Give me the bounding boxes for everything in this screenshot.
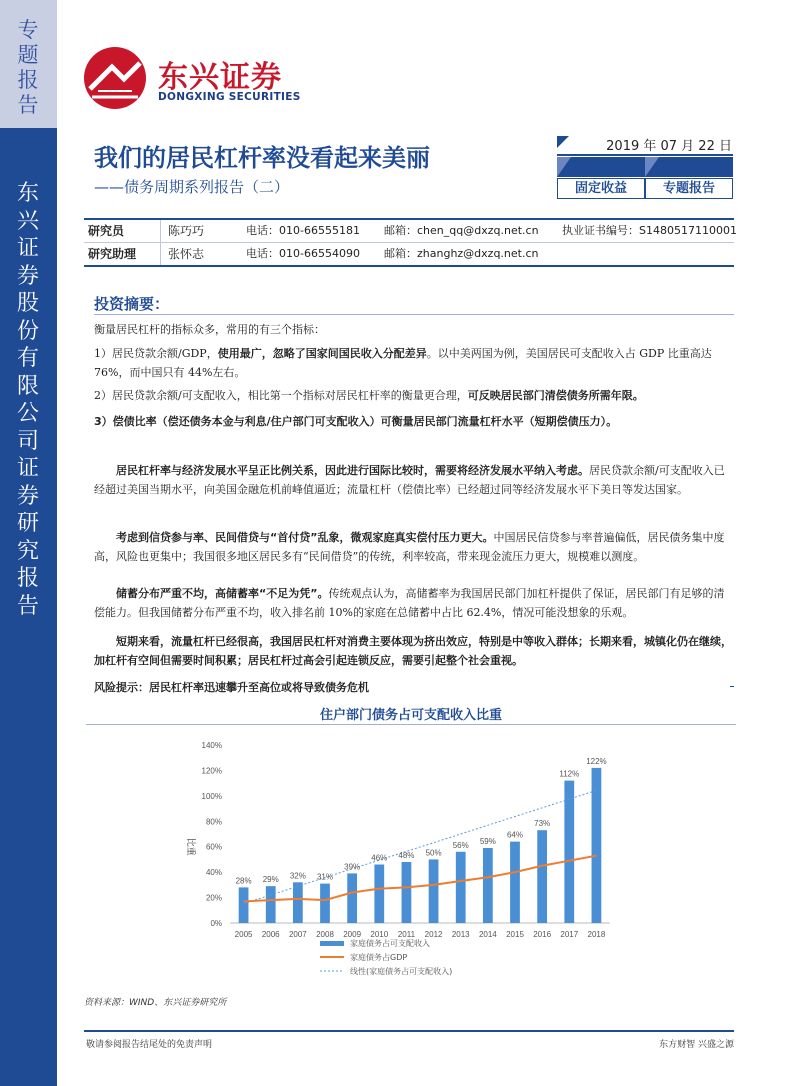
researcher-role: 研究助理	[88, 247, 137, 261]
x-tick-label: 2008	[316, 930, 334, 939]
bar-data-label: 32%	[289, 871, 306, 881]
researcher-email: 邮箱：zhanghz@dxzq.net.cn	[384, 247, 539, 260]
bar	[320, 884, 330, 923]
y-tick-label: 140%	[201, 741, 222, 750]
item-2-bold: 可反映居民部门清偿债务所需年限。	[467, 389, 644, 402]
researcher-row	[84, 242, 734, 265]
para-2-rest: 中国居民信贷参与率普遍偏低，居民债务集中度高，风险也更集中；我国很多地区居民多有“民间借贷”的传统，利率较高，带来现金流压力更大，规模难以测度。	[94, 531, 725, 563]
summary-para-1	[94, 461, 734, 499]
para-3-bold: 储蓄分布严重不均，高储蓄率“不足为凭”。	[116, 587, 329, 600]
sidebar-company-text: 东兴证券股份有限公司证券研究报告	[16, 181, 39, 619]
para-4-bold: 短期来看，流量杠杆已经很高，我国居民杠杆对消费主要体现为挤出效应，特别是中等收入群体；长期来看，城镇化仍在继续，加杠杆有空间但需要时间积累；居民杠杆过高会引起连锁反应，需要引起整个社会重视。	[94, 635, 732, 667]
x-tick-label: 2017	[560, 930, 579, 939]
x-tick-label: 2015	[506, 930, 524, 939]
para-1-rest: 居民贷款余额/可支配收入已经超过美国当期水平，向美国金融危机前峰值逼近；流量杠杆（偿债比率）已经超过同等经济发展水平下美日等发达国家。	[94, 464, 725, 496]
x-tick-label: 2016	[533, 930, 552, 939]
legend-swatch-bar	[320, 941, 344, 946]
bar-data-label: 59%	[479, 836, 496, 846]
bar-data-label: 28%	[235, 876, 252, 886]
bar	[429, 859, 439, 923]
sidebar-tag-text: 专题报告	[17, 18, 39, 117]
summary-para-3	[94, 584, 734, 622]
bar	[510, 842, 520, 923]
y-tick-label: 40%	[205, 868, 222, 878]
summary-item-2	[94, 386, 734, 405]
bar	[537, 830, 547, 923]
legend-label: 家庭债务占GDP	[350, 953, 408, 962]
debt-income-chart	[160, 725, 640, 987]
summary-title: 投资摘要：	[94, 295, 170, 313]
item-3-bold: 3）偿债比率（偿还债务本金与利息/住户部门可支配收入）可衡量居民部门流量杠杆水平（短期偿债压力）。	[94, 415, 618, 428]
legend-label: 线性(家庭债务占可支配收入)	[350, 967, 453, 976]
tag-special-report: 专题报告	[645, 178, 733, 199]
bar-data-label: 64%	[506, 830, 524, 840]
x-tick-label: 2005	[234, 930, 253, 939]
bar-data-label: 46%	[371, 853, 388, 863]
researcher-role: 研究员	[88, 224, 125, 238]
bar	[239, 887, 249, 923]
bar-data-label: 73%	[534, 819, 551, 829]
bar	[293, 882, 303, 923]
legend-label: 家庭债务占可支配收入	[350, 939, 430, 948]
bar-data-label: 112%	[559, 769, 580, 779]
bar-data-label: 29%	[262, 875, 279, 885]
y-axis-label: 比重	[185, 837, 195, 856]
x-tick-label: 2009	[343, 930, 362, 939]
summary-divider	[94, 314, 734, 315]
item-2-lead: 2）居民贷款余额/可支配收入，相比第一个指标对居民杠杆率的衡量更合理，	[94, 389, 468, 402]
x-tick-label: 2014	[478, 930, 497, 939]
chart-legend	[320, 938, 452, 976]
researcher-cert: 执业证书编号：S1480517110001	[562, 224, 737, 237]
tag-corner-icon	[557, 157, 571, 177]
item-1-lead: 1）居民贷款余额/GDP，	[94, 347, 218, 360]
researcher-row	[84, 220, 737, 242]
table-divider	[160, 243, 161, 265]
summary-para-2	[94, 528, 734, 566]
summary-item-3	[94, 412, 734, 431]
table-divider	[160, 220, 161, 242]
x-tick-label: 2013	[451, 930, 470, 939]
summary-para-4	[94, 632, 734, 670]
bar	[347, 873, 357, 923]
item-1-rest: 。以中美两国为例，美国居民可支配收入占 GDP 比重高达 76%，而中国只有 44%左右。	[94, 347, 712, 379]
logo-cn-text: 东兴证券	[158, 60, 282, 95]
dongxing-logo-icon	[82, 45, 148, 111]
tag-fixed-income: 固定收益	[557, 178, 645, 199]
bar	[374, 865, 384, 923]
bar-data-label: 50%	[425, 848, 442, 858]
report-title: 我们的居民杠杆率没看起来美丽	[94, 144, 430, 172]
researcher-name: 张怀志	[168, 247, 205, 261]
bar-data-label: 31%	[316, 872, 334, 882]
bar-data-label: 48%	[398, 850, 415, 860]
x-tick-label: 2011	[397, 930, 416, 939]
y-tick-label: 100%	[201, 791, 222, 801]
tag-corner-icon	[645, 157, 659, 177]
x-tick-label: 2007	[288, 930, 307, 939]
x-tick-label: 2018	[587, 930, 606, 939]
y-tick-label: 20%	[205, 893, 222, 903]
researcher-email: 邮箱：chen_qq@dxzq.net.cn	[384, 224, 539, 237]
bar	[456, 852, 466, 923]
para-3-rest: 传统观点认为，高储蓄率为我国居民部门加杠杆提供了保证，居民部门有足够的清偿能力。但我国储蓄分布严重不均，收入排名前 10%的家庭在总储蓄中占比 62.4%，情况可能没想象的乐观。	[94, 587, 725, 619]
y-tick-label: 120%	[201, 766, 222, 776]
report-subtitle: ——债务周期系列报告（二）	[94, 178, 290, 196]
logo-en-text: DONGXING SECURITIES	[158, 91, 301, 103]
risk-warning: 风险提示：居民杠杆率迅速攀升至高位或将导致债务危机	[94, 681, 369, 694]
researcher-phone: 电话：010-66554090	[246, 247, 360, 260]
x-tick-label: 2012	[424, 930, 443, 939]
chart-labels	[236, 757, 607, 886]
y-tick-label: 0%	[210, 919, 222, 928]
chart-title: 住户部门债务占可支配收入比重	[319, 708, 502, 723]
bar	[592, 768, 602, 923]
footer-divider	[84, 1030, 734, 1032]
para-2-bold: 考虑到信贷参与率、民间借贷与“首付贷”乱象，微观家庭真实偿付压力更大。	[116, 531, 494, 544]
x-tick-label: 2010	[370, 930, 389, 939]
x-tick-label: 2006	[261, 930, 280, 939]
footer-disclaimer: 敬请参阅报告结尾处的免责声明	[86, 1040, 213, 1050]
report-date: 2019 年 07 月 22 日	[606, 139, 732, 154]
bar-data-label: 39%	[344, 862, 361, 872]
para-1-bold: 居民杠杆率与经济发展水平呈正比例关系，因此进行国际比较时，需要将经济发展水平纳入考虑。	[116, 464, 589, 477]
bar	[564, 781, 574, 923]
risk-end-mark	[730, 686, 734, 687]
researcher-phone: 电话：010-66555181	[246, 224, 360, 237]
researcher-name: 陈巧巧	[168, 224, 205, 238]
bar	[402, 862, 412, 923]
summary-intro: 衡量居民杠杆的指标众多，常用的有三个指标：	[94, 323, 325, 336]
bar-data-label: 56%	[452, 840, 469, 850]
summary-item-1	[94, 344, 734, 382]
chart-source: 资料来源：WIND、东兴证券研究所	[84, 998, 227, 1008]
bar-data-label: 122%	[586, 756, 607, 766]
bar	[483, 848, 493, 923]
researcher-table	[84, 218, 737, 267]
bar	[266, 886, 276, 923]
y-tick-label: 80%	[205, 817, 222, 827]
footer-slogan: 东方财智 兴盛之源	[659, 1040, 734, 1050]
item-1-bold: 使用最广，忽略了国家间国民收入分配差异	[217, 347, 427, 360]
y-tick-label: 60%	[205, 842, 222, 852]
